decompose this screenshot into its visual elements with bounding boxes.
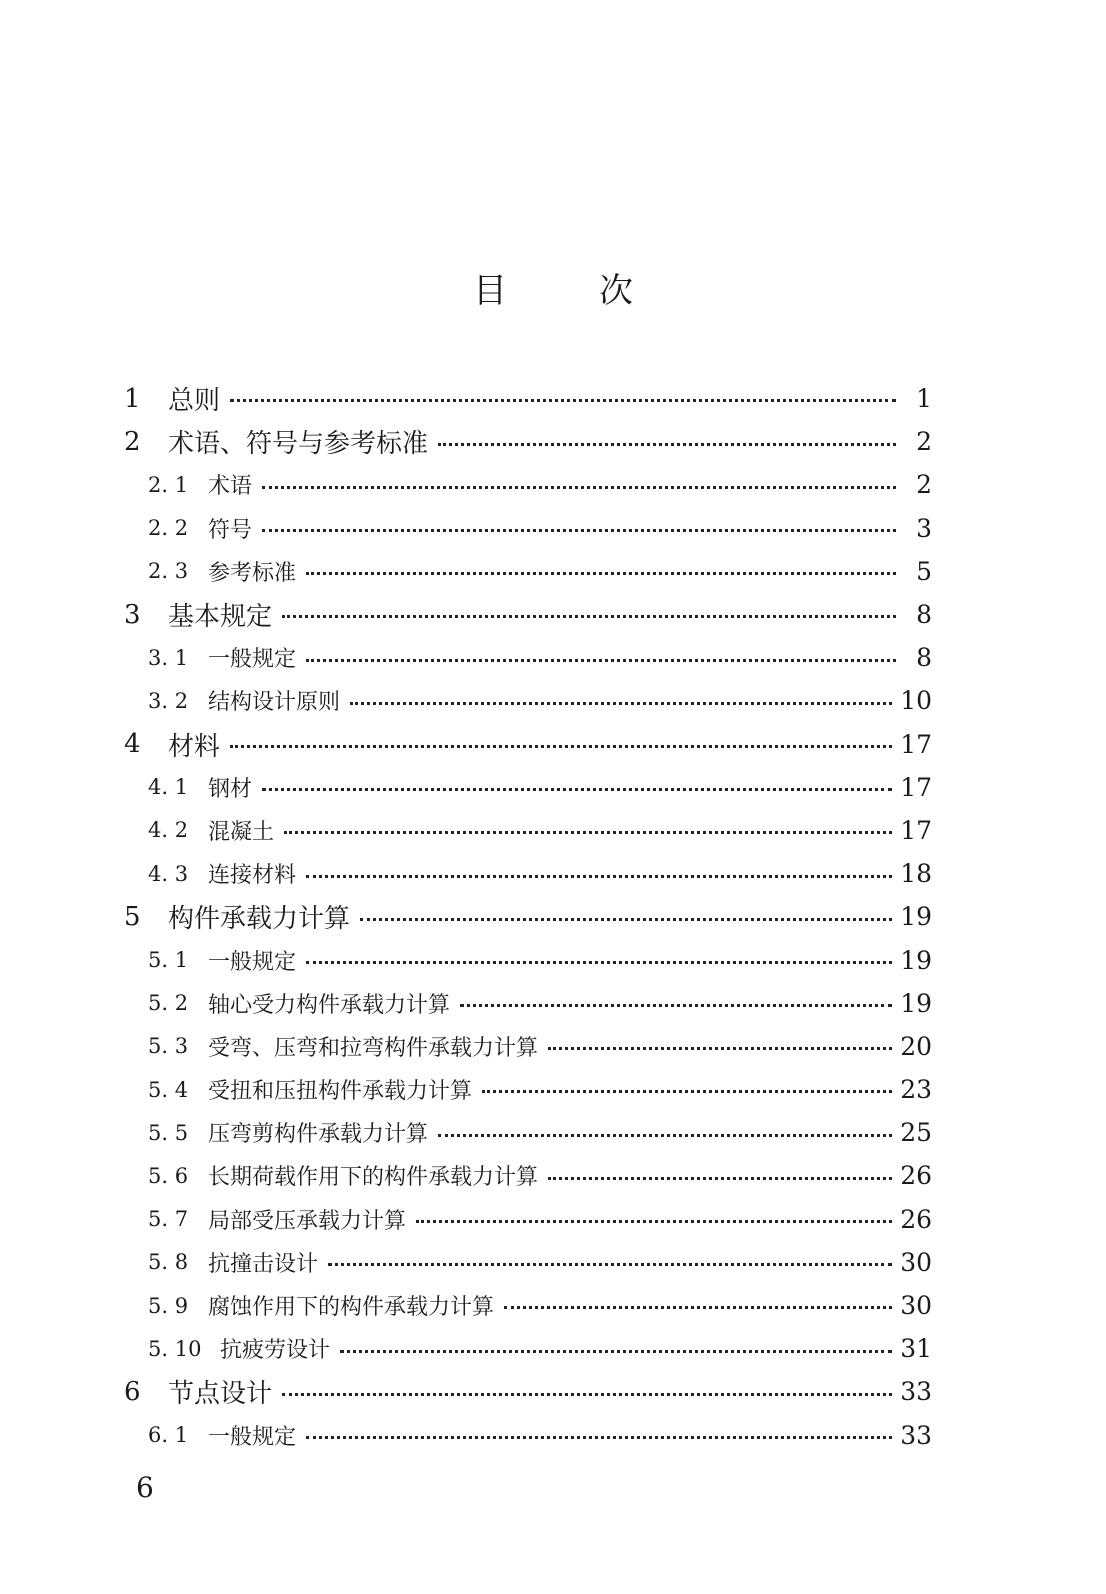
- toc-section-row[interactable]: [124, 809, 932, 852]
- toc-entry-page: 8: [916, 600, 932, 630]
- toc-entry-number: 5. 5: [148, 1120, 189, 1145]
- toc-section-row[interactable]: [124, 550, 932, 593]
- toc-entry-title: 结构设计原则: [208, 690, 341, 716]
- toc-section-row[interactable]: [124, 1284, 932, 1327]
- toc-dot-leader: [360, 895, 892, 938]
- toc-dot-leader: [306, 550, 896, 593]
- toc-dot-leader: [282, 593, 896, 636]
- toc-dot-leader: [504, 1284, 892, 1327]
- toc-entry-number: 3: [124, 599, 141, 630]
- toc-entry-title: 符号: [208, 517, 253, 543]
- toc-chapter-row[interactable]: [124, 895, 932, 938]
- toc-entry-title: 基本规定: [168, 602, 273, 633]
- toc-section-row[interactable]: [124, 1111, 932, 1154]
- toc-chapter-row[interactable]: [124, 377, 932, 420]
- toc-entry-page: 2: [916, 470, 932, 500]
- page-number: 6: [136, 1471, 154, 1504]
- toc-chapter-row[interactable]: [124, 723, 932, 766]
- toc-section-row[interactable]: [124, 1154, 932, 1197]
- toc-entry-title: 受扭和压扭构件承载力计算: [208, 1079, 473, 1105]
- toc-entry-page: 8: [916, 643, 932, 673]
- toc-dot-leader: [340, 1327, 892, 1370]
- toc-entry-number: 2. 3: [148, 559, 189, 584]
- toc-entry-page: 25: [900, 1118, 932, 1148]
- toc-entry-page: 33: [900, 1377, 932, 1407]
- toc-entry-number: 4: [124, 729, 141, 760]
- toc-section-row[interactable]: [124, 1241, 932, 1284]
- toc-chapter-row[interactable]: [124, 593, 932, 636]
- toc-dot-leader: [328, 1241, 892, 1284]
- toc-dot-leader: [306, 938, 892, 981]
- toc-entry-page: 19: [900, 902, 932, 932]
- toc-entry-title: 轴心受力构件承载力计算: [208, 992, 451, 1018]
- toc-entry-title: 术语、符号与参考标准: [168, 429, 429, 460]
- toc-entry-page: 17: [900, 772, 932, 802]
- toc-dot-leader: [438, 420, 896, 463]
- title-char-2: 次: [599, 271, 633, 311]
- toc-entry-page: 17: [900, 729, 932, 759]
- toc-entry-number: 4. 3: [148, 861, 189, 886]
- toc-entry-title: 受弯、压弯和拉弯构件承载力计算: [208, 1035, 539, 1061]
- toc-entry-title: 节点设计: [168, 1379, 273, 1410]
- toc-entry-page: 20: [900, 1031, 932, 1061]
- toc-dot-leader: [306, 852, 892, 895]
- toc-dot-leader: [284, 809, 892, 852]
- toc-dot-leader: [282, 1370, 892, 1413]
- toc-dot-leader: [438, 1111, 892, 1154]
- toc-entry-page: 19: [900, 988, 932, 1018]
- toc-entry-title: 术语: [208, 474, 253, 500]
- toc-dot-leader: [230, 377, 896, 420]
- toc-entry-title: 抗疲劳设计: [220, 1338, 331, 1364]
- toc-entry-number: 5. 8: [148, 1250, 189, 1275]
- toc-section-row[interactable]: [124, 766, 932, 809]
- toc-entry-number: 5. 1: [148, 948, 189, 973]
- toc-dot-leader: [350, 679, 892, 722]
- toc-entry-number: 5. 9: [148, 1293, 189, 1318]
- toc-entry-page: 30: [900, 1291, 932, 1321]
- toc-entry-title: 腐蚀作用下的构件承载力计算: [208, 1295, 495, 1321]
- toc-dot-leader: [548, 1025, 892, 1068]
- toc-entry-number: 6. 1: [148, 1423, 189, 1448]
- toc-entry-title: 一般规定: [208, 647, 297, 673]
- toc-entry-title: 一般规定: [208, 949, 297, 975]
- toc-section-row[interactable]: [124, 1414, 932, 1457]
- toc-section-row[interactable]: [124, 1068, 932, 1111]
- toc-entry-title: 总则: [168, 386, 221, 417]
- toc-entry-title: 材料: [168, 731, 221, 762]
- toc-chapter-row[interactable]: [124, 420, 932, 463]
- toc-dot-leader: [460, 982, 892, 1025]
- toc-entry-number: 4. 1: [148, 775, 189, 800]
- toc-section-row[interactable]: [124, 636, 932, 679]
- toc-entry-page: 10: [900, 686, 932, 716]
- toc-entry-number: 6: [124, 1376, 141, 1407]
- table-of-contents: [124, 377, 932, 1457]
- toc-section-row[interactable]: [124, 1327, 932, 1370]
- toc-section-row[interactable]: [124, 852, 932, 895]
- toc-entry-title: 混凝土: [208, 819, 275, 845]
- toc-entry-number: 5. 4: [148, 1077, 189, 1102]
- toc-entry-page: 5: [916, 556, 932, 586]
- toc-entry-page: 23: [900, 1075, 932, 1105]
- toc-entry-page: 18: [900, 859, 932, 889]
- toc-entry-page: 26: [900, 1204, 932, 1234]
- toc-dot-leader: [262, 766, 892, 809]
- toc-entry-page: 17: [900, 815, 932, 845]
- toc-entry-page: 2: [916, 427, 932, 457]
- toc-entry-title: 压弯剪构件承载力计算: [208, 1122, 429, 1148]
- toc-entry-number: 5. 3: [148, 1034, 189, 1059]
- toc-entry-number: 5. 6: [148, 1163, 189, 1188]
- toc-section-row[interactable]: [124, 463, 932, 506]
- toc-entry-number: 3. 1: [148, 645, 189, 670]
- toc-entry-number: 3. 2: [148, 688, 189, 713]
- toc-dot-leader: [416, 1198, 892, 1241]
- toc-entry-number: 1: [124, 383, 141, 414]
- toc-entry-number: 5. 10: [148, 1336, 202, 1361]
- toc-dot-leader: [482, 1068, 892, 1111]
- toc-entry-title: 连接材料: [208, 863, 297, 889]
- page-title: [0, 268, 1106, 314]
- toc-entry-number: 5. 2: [148, 991, 189, 1016]
- toc-entry-page: 1: [916, 384, 932, 414]
- toc-entry-title: 一般规定: [208, 1424, 297, 1450]
- toc-dot-leader: [262, 463, 896, 506]
- toc-chapter-row[interactable]: [124, 1370, 932, 1413]
- toc-entry-page: 3: [916, 513, 932, 543]
- toc-entry-page: 19: [900, 945, 932, 975]
- toc-entry-page: 30: [900, 1247, 932, 1277]
- toc-entry-page: 26: [900, 1161, 932, 1191]
- toc-entry-title: 钢材: [208, 776, 253, 802]
- toc-section-row[interactable]: [124, 1198, 932, 1241]
- toc-entry-page: 33: [900, 1420, 932, 1450]
- toc-dot-leader: [306, 1414, 892, 1457]
- toc-entry-title: 构件承载力计算: [168, 904, 351, 935]
- toc-entry-title: 长期荷载作用下的构件承载力计算: [208, 1165, 539, 1191]
- toc-section-row[interactable]: [124, 1025, 932, 1068]
- toc-section-row[interactable]: [124, 938, 932, 981]
- toc-dot-leader: [548, 1154, 892, 1197]
- toc-section-row[interactable]: [124, 982, 932, 1025]
- toc-entry-number: 5. 7: [148, 1207, 189, 1232]
- toc-entry-number: 2. 2: [148, 516, 189, 541]
- toc-entry-number: 4. 2: [148, 818, 189, 843]
- toc-entry-title: 局部受压承载力计算: [208, 1208, 407, 1234]
- toc-dot-leader: [230, 723, 892, 766]
- toc-entry-title: 抗撞击设计: [208, 1251, 319, 1277]
- toc-entry-number: 2: [124, 426, 141, 457]
- toc-section-row[interactable]: [124, 507, 932, 550]
- toc-dot-leader: [306, 636, 896, 679]
- toc-entry-number: 5: [124, 901, 141, 932]
- toc-entry-number: 2. 1: [148, 472, 189, 497]
- toc-dot-leader: [262, 507, 896, 550]
- toc-entry-page: 31: [900, 1334, 932, 1364]
- toc-entry-title: 参考标准: [208, 560, 297, 586]
- toc-section-row[interactable]: [124, 679, 932, 722]
- title-char-1: 目: [473, 271, 507, 311]
